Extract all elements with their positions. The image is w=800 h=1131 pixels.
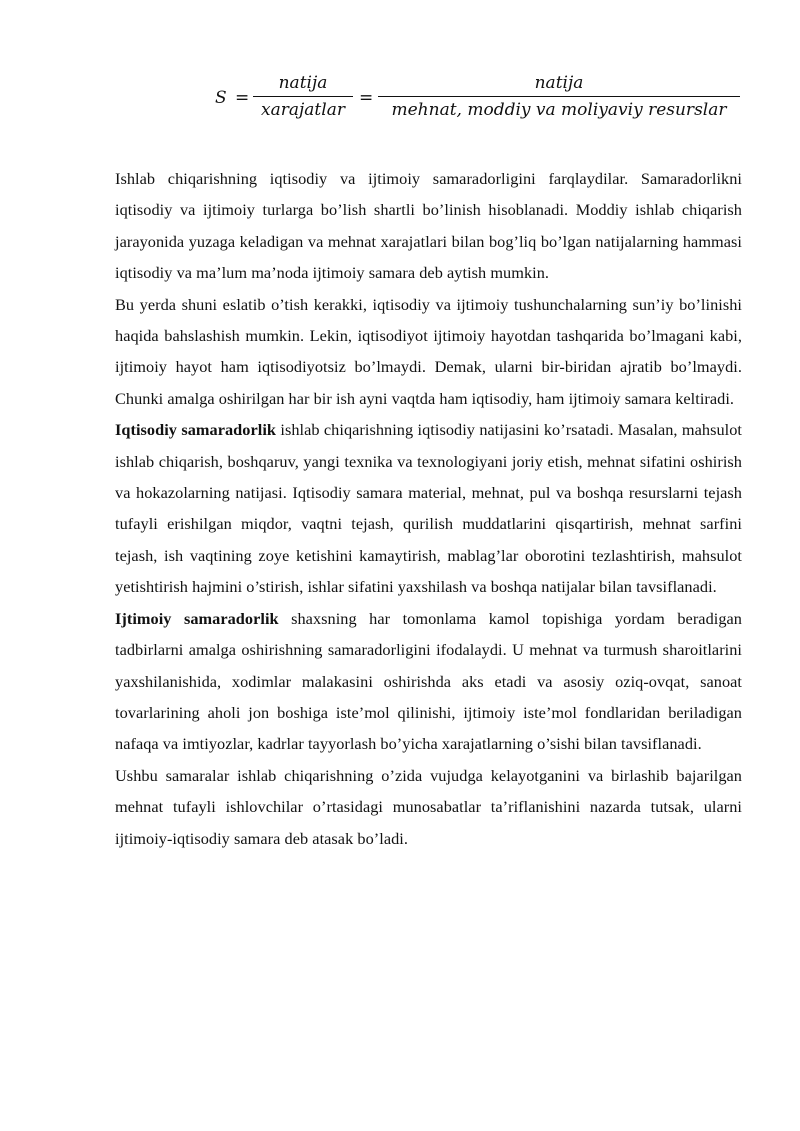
formula-equals-2: = <box>359 88 374 108</box>
term-economic-efficiency: Iqtisodiy samaradorlik <box>115 420 277 440</box>
paragraph-3-text: ishlab chiqarishning iqtisodiy natijasini ko’rsatadi. Masalan, mahsulot ishlab chiqarish, boshqaruv, yangi texnika va texnologiyani joriy etish, mehnat sifatini oshirish va hokazolarning natijasi. Iqtisodiy samara material, mehnat, pul va boshqa resurslarni tejash tufayli erishilgan miqdor, vaqtni tejash, qurilish muddatlarini qisqartirish, mehnat sarfini tejash, ish vaqtining zoye ketishini kamaytirish, mablag’lar oborotini tezlashtirish, mahsulot yetishtirish hajmini o’stirish, ishlar sifatini yaxshilash va boshqa natijalar bilan tavsiflanadi. <box>115 420 742 597</box>
formula-lhs: S <box>215 88 227 108</box>
fraction-2-denominator: mehnat, moddiy va moliyaviy resurslar <box>391 100 727 120</box>
fraction-2-bar <box>378 96 740 97</box>
formula-equals-1: = <box>235 88 250 108</box>
efficiency-formula <box>215 72 745 132</box>
paragraph-5: Ushbu samaralar ishlab chiqarishning o’zida vujudga kelayotganini va birlashib bajarilgan mehnat tufayli ishlovchilar o’rtasidagi munosabatlar ta’riflanishini nazarda tutsak, ularni ijtimoiy-iqtisodiy samara deb atasak bo’ladi. <box>115 765 742 848</box>
paragraph-4 <box>115 603 742 760</box>
term-social-efficiency: Ijtimoiy samaradorlik <box>115 608 279 628</box>
formula-fraction-2 <box>378 72 740 121</box>
fraction-1-numerator: natija <box>278 73 328 93</box>
body-text <box>115 163 742 854</box>
fraction-1-bar <box>253 96 353 97</box>
paragraph-2: Bu yerda shuni eslatib o’tish kerakki, iqtisodiy va ijtimoiy tushunchalarning sun’iy bo’linishi haqida bahslashish mumkin. Lekin, iqtisodiyot ijtimoiy hayotdan tashqarida bo’lmagani kabi, ijtimoiy hayot ham iqtisodiyotsiz bo’lmaydi. Demak, ularni bir-biridan ajratib bo’lmaydi. Chunki amalga oshirilgan har bir ish ayni vaqtda ham iqtisodiy, ham ijtimoiy samara keltiradi. <box>115 294 742 408</box>
paragraph-3 <box>115 414 742 602</box>
paragraph-4-text: shaxsning har tomonlama kamol topishiga yordam beradigan tadbirlarni amalga oshirishning samaradorligini ifodalaydi. U mehnat va turmush sharoitlarini yaxshilanishida, xodimlar malakasini oshirishda aks etadi va asosiy oziq-ovqat, sanoat tovarlarining aholi jon boshiga iste’mol qilinishi, ijtimoiy iste’mol fondlaridan beriladigan nafaqa va imtiyozlar, kadrlar tayyorlash bo’yicha xarajatlarning o’sishi bilan tavsiflanadi. <box>115 608 742 754</box>
fraction-2-numerator: natija <box>534 73 584 93</box>
fraction-1-denominator: xarajatlar <box>261 100 345 120</box>
paragraph-1: Ishlab chiqarishning iqtisodiy va ijtimoiy samaradorligini farqlaydilar. Samaradorlikni iqtisodiy va ijtimoiy turlarga bo’lish shartli bo’linish hisoblanadi. Moddiy ishlab chiqarish jarayonida yuzaga keladigan va mehnat xarajatlari bilan bog’liq bo’lgan natijalarning hammasi iqtisodiy va ma’lum ma’noda ijtimoiy samara deb aytish mumkin. <box>115 169 742 283</box>
formula-fraction-1 <box>253 72 353 121</box>
